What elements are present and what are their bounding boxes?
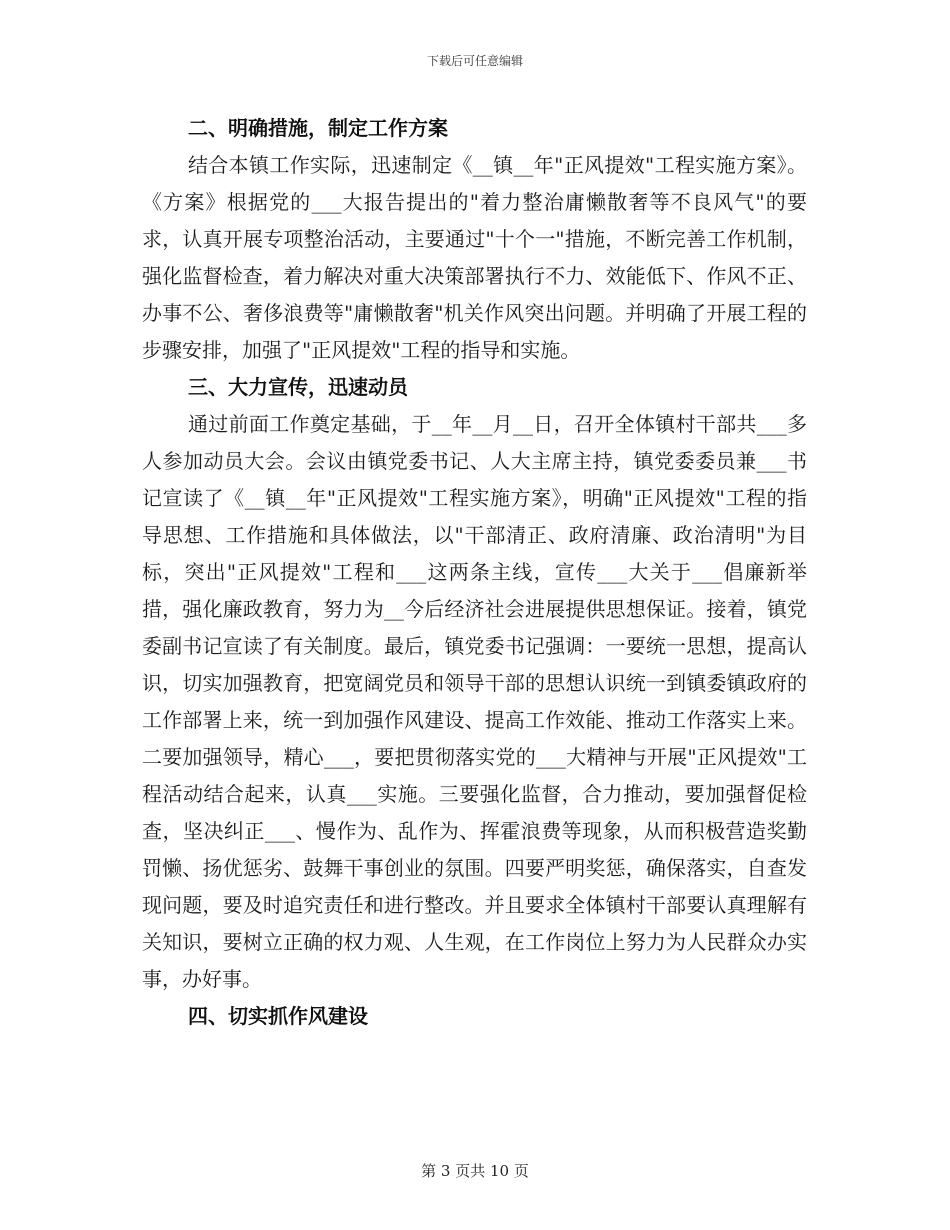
section-heading-measures: 二、明确措施，制定工作方案: [188, 116, 448, 140]
section-heading-publicity: 三、大力宣传，迅速动员: [188, 375, 408, 399]
section-paragraph-publicity: 通过前面工作奠定基础，于__年__月__日，召开全体镇村干部共___多人参加动员大会。会议由镇党委书记、人大主席主持，镇党委委员兼___书记宣读了《__镇__年"正风提效"工程实施方案》，明确"正风提效"工程的指导思想、工作措施和具体做法，以"干部清正、政府清廉、政治清明"为目标，突出"正风提效"工程和___这两条主线，宣传___大关于___倡廉新举措，强化廉政教育，努力为__今后经济社会进展提供思想保证。接着，镇党委副书记宣读了有关制度。最后，镇党委书记强调：一要统一思想，提高认识，切实加强教育，把宽阔党员和领导干部的思想认识统一到镇委镇政府的工作部署上来，统一到加强作风建设、提高工作效能、推动工作落实上来。二要加强领导，精心___，要把贯彻落实党的___大精神与开展"正风提效"工程活动结合起来，认真___实施。三要强化监督，合力推动，要加强督促检查，坚决纠正___、慢作为、乱作为、挥霍浪费等现象，从而积极营造奖勤罚懒、扬优惩劣、鼓舞干事创业的氛围。四要严明奖惩，确保落实，自查发现问题，要及时追究责任和进行整改。并且要求全体镇村干部要认真理解有关知识，要树立正确的权力观、人生观，在工作岗位上努力为人民群众办实事，办好事。: [142, 412, 807, 991]
page-header-note: 下载后可任意编辑: [426, 54, 523, 68]
section-heading-style-building: 四、切实抓作风建设: [188, 1004, 368, 1028]
page-number-footer: 第 3 页共 10 页: [421, 1162, 529, 1180]
document-body: [142, 110, 807, 1035]
section-paragraph-measures: 结合本镇工作实际，迅速制定《__镇__年"正风提效"工程实施方案》。《方案》根据党的___大报告提出的"着力整治庸懒散奢等不良风气"的要求，认真开展专项整治活动，主要通过"十个一"措施，不断完善工作机制，强化监督检查，着力解决对重大决策部署执行不力、效能低下、作风不正、办事不公、奢侈浪费等"庸懒散奢"机关作风突出问题。并明确了开展工程的步骤安排，加强了"正风提效"工程的指导和实施。: [142, 153, 807, 362]
